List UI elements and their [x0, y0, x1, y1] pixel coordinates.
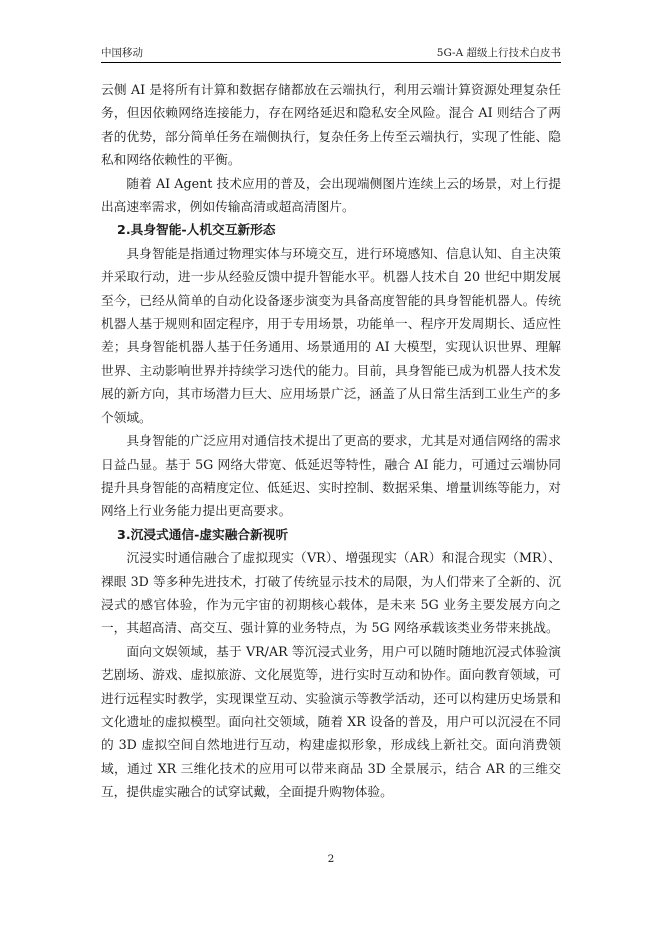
- page-number: 2: [327, 853, 335, 865]
- page-header: [101, 44, 561, 63]
- paragraph-immersive-applications: 面向文娱领域，基于 VR/AR 等沉浸式业务，用户可以随时随地沉浸式体验演艺剧场、游戏、虚拟旅游、文化展览等，进行实时互动和协作。面向教育领域，可进行远程实时教学，实现课堂互动、实验演示等教学活动，还可以构建历史场景和文化遗址的虚拟模型。面向社交领域，随着 XR 设备的普及，用户可以沉浸在不同的 3D 虚拟空间自然地进行互动，构建虚拟形象，形成线上新社交。面向消费领域，通过 XR 三维化技术的应用可以带来商品 3D 全景展示，结合 AR 的三维交互，提供虚实融合的试穿试戴，全面提升购物体验。: [101, 643, 561, 800]
- section-heading-immersive-communication: 3.沉浸式通信-虚实融合新视听: [117, 526, 289, 542]
- section-heading-embodied-intelligence: 2.具身智能-人机交互新形态: [117, 222, 276, 238]
- document-body: [101, 78, 561, 804]
- header-organization: 中国移动: [101, 47, 143, 59]
- header-document-title: 5G-A 超级上行技术白皮书: [436, 47, 561, 59]
- paragraph-embodied-communication: 具身智能的广泛应用对通信技术提出了更高的要求，尤其是对通信网络的需求日益凸显。基于 5G 网络大带宽、低延迟等特性，融合 AI 能力，可通过云端协同提升具身智能的高精度定位、低延迟、实时控制、数据采集、增量训练等能力，对网络上行业务能力提出更高要求。: [101, 433, 561, 519]
- paragraph-immersive-communication: 沉浸实时通信融合了虚拟现实（VR）、增强现实（AR）和混合现实（MR）、裸眼 3D 等多种先进技术，打破了传统显示技术的局限，为人们带来了全新的、沉浸式的感官体验，作为元宇宙的初期核心载体，是未来 5G 业务主要发展方向之一，其超高清、高交互、强计算的业务特点，为 5G 网络承载该类业务带来挑战。: [101, 550, 561, 636]
- paragraph-embodied-intelligence: 具身智能是指通过物理实体与环境交互，进行环境感知、信息认知、自主决策并采取行动，进一步从经验反馈中提升智能水平。机器人技术自 20 世纪中期发展至今，已经从简单的自动化设备逐步演变为具备高度智能的具身智能机器人。传统机器人基于规则和固定程序，用于专用场景，功能单一、程序开发周期长、适应性差；具身智能机器人基于任务通用、场景通用的 AI 大模型，实现认识世界、理解世界、主动影响世界并持续学习迭代的能力。目前，具身智能已成为机器人技术发展的新方向，其市场潜力巨大、应用场景广泛，涵盖了从日常生活到工业生产的多个领域。: [101, 245, 561, 425]
- paragraph-cloud-ai: 云侧 AI 是将所有计算和数据存储都放在云端执行，利用云端计算资源处理复杂任务，但因依赖网络连接能力，存在网络延迟和隐私安全风险。混合 AI 则结合了两者的优势，部分简单任务在端侧执行，复杂任务上传至云端执行，实现了性能、隐私和网络依赖性的平衡。: [101, 82, 561, 168]
- paragraph-ai-agent: 随着 AI Agent 技术应用的普及，会出现端侧图片连续上云的场景，对上行提出高速率需求，例如传输高清或超高清图片。: [101, 175, 561, 215]
